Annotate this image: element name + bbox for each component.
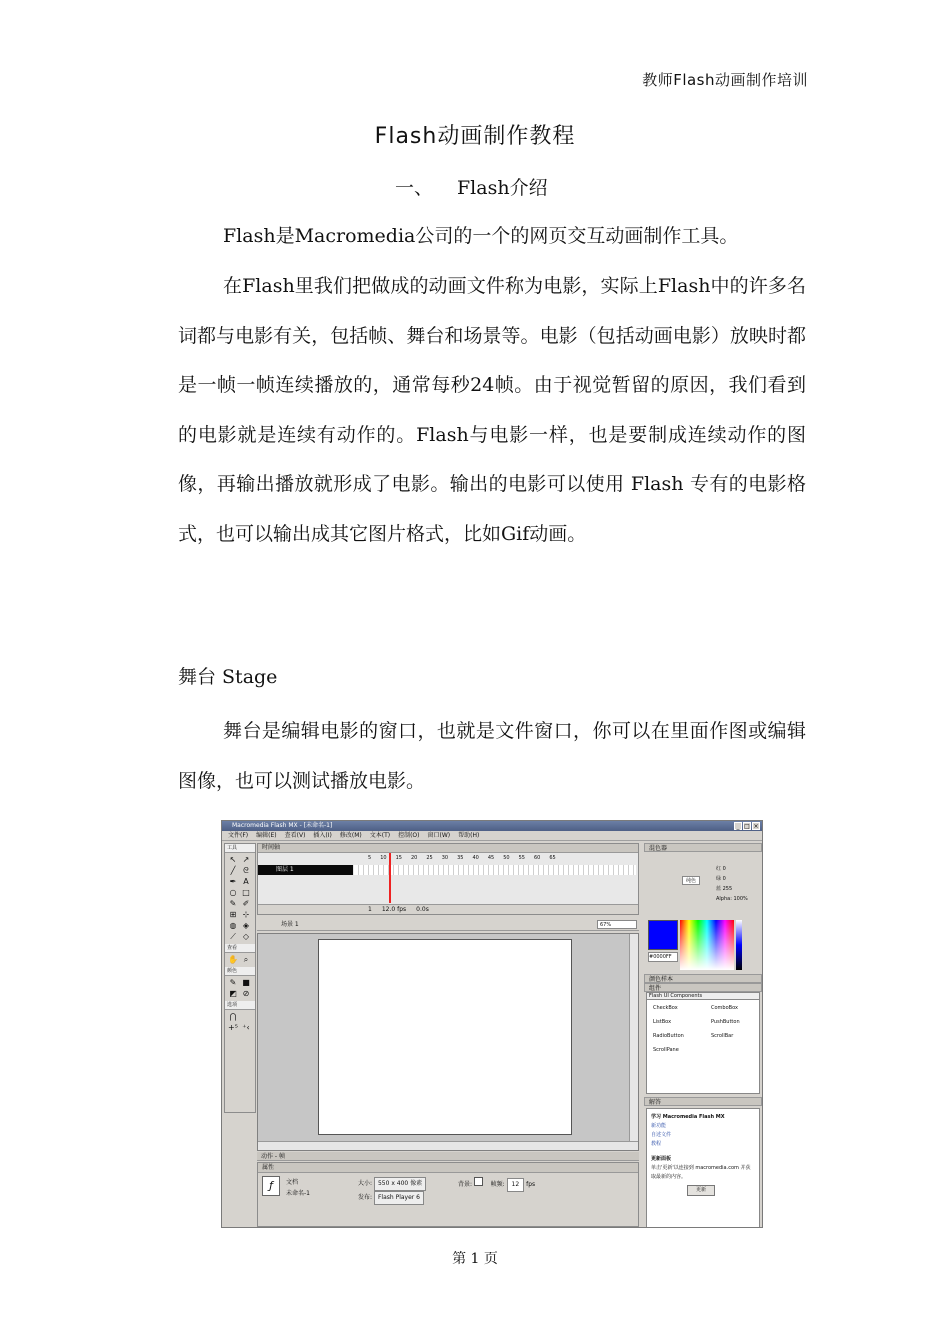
straighten-icon: ⁺‹ [242,1023,250,1032]
rgb-fields [716,864,748,904]
frame-ruler [354,853,638,863]
playhead [389,853,391,903]
window-title: Macromedia Flash MX - [未命名-1] [232,822,333,829]
component-item: ScrollPane [653,1047,679,1053]
elapsed-time: 0.0s [416,906,429,913]
running-header: 教师Flash动画制作培训 [642,71,808,89]
horizontal-scrollbar [258,1141,638,1150]
transform-tool-icon: ⊞ [229,910,237,919]
fps-field: 12 [507,1178,525,1192]
brightness-slider [736,920,742,970]
fill-type: 纯色 [682,876,700,885]
text-tool-icon: A [243,877,249,886]
ruler-tick: 5 [368,855,372,861]
stroke-color-icon: ✎ [229,978,237,987]
current-color-swatch [648,920,678,950]
scene-label: 场景 1 [281,921,299,928]
stage-area [257,933,639,1151]
component-item: RadioButton [653,1033,684,1039]
ruler-tick: 65 [549,855,556,861]
tools-label: 工具 [225,844,255,853]
fps-unit: fps [526,1181,536,1188]
publish-button: Flash Player 6 [374,1191,424,1205]
section-title: Flash介绍 [457,177,548,199]
publish-label: 发布: [358,1194,373,1201]
timeline-panel [257,843,639,915]
right-panels [644,843,762,1227]
fps-label: 帧频: [490,1181,505,1188]
size-button: 550 x 400 像素 [374,1177,426,1191]
component-item: ScrollBar [711,1033,734,1039]
eyedropper-icon: ⟋ [230,932,236,941]
ruler-tick: 50 [503,855,510,861]
answers-heading: 学习 Macromedia Flash MX [651,1114,725,1120]
answers-panel [646,1108,760,1228]
ruler-tick: 35 [457,855,464,861]
answers-label: 解答 [644,1097,762,1106]
swatches-label: 颜色样本 [644,974,762,983]
color-spectrum [680,920,734,970]
view-tools [225,953,255,967]
menu-bar [222,831,762,841]
pen-tool-icon: ✒ [229,877,237,886]
menu-control: 控制(O) [398,832,420,839]
option-tools [225,1010,255,1035]
hand-icon: ✋ [228,955,238,964]
ink-bottle-icon: ◍ [229,921,237,930]
fill-color-icon: ■ [242,978,250,987]
properties-label: 属性 [258,1163,638,1173]
color-tools [225,976,255,1001]
swap-colors-icon: ◩ [229,989,237,998]
subselect-tool-icon: ↗ [242,855,250,864]
stage-heading: 舞台 Stage [178,666,278,688]
blue-value: 255 [722,886,733,892]
update-button: 更新 [687,1185,715,1196]
doc-name: 未命名-1 [286,1190,310,1197]
page-footer: 第 1 页 [452,1251,498,1267]
background-swatch [474,1177,483,1186]
tool-grid [225,853,255,944]
size-label: 大小: [358,1180,373,1187]
bg-fps-fields [458,1177,535,1192]
menu-file: 文件(F) [228,832,249,839]
edit-bar [257,919,639,931]
menu-edit: 编辑(E) [256,832,277,839]
section-number: 一、 [395,177,434,199]
alpha-label: Alpha: [716,896,732,902]
zoom-icon: ⌕ [243,955,249,964]
paragraph-movie: 在Flash里我们把做成的动画文件称为电影，实际上Flash中的许多名词都与电影有关，包括帧、舞台和场景等。电影（包括动画电影）放映时都是一帧一帧连续播放的，通常每秒24帧。由于视觉暂留的原因，我们看到的电影就是连续有动作的。Flash与电影一样，也是要制成连续动作的图像，再输出播放就形成了电影。输出的电影可以使用 Flash 专有的电影格式，也可以输出成其它图片格式，比如Gif动画。 [178,275,806,545]
answers-link: 自述文件 [651,1132,672,1138]
timeline-status [258,904,638,914]
oval-tool-icon: ○ [229,888,237,897]
alpha-value: 100% [733,896,748,902]
answers-link: 新功能 [651,1123,667,1129]
menu-view: 查看(V) [284,832,306,839]
window-controls [734,822,760,830]
red-label: 红 [716,866,722,872]
eraser-icon: ◇ [242,932,250,941]
ruler-tick: 40 [472,855,479,861]
frame-rate: 12.0 fps [381,906,407,913]
pencil-tool-icon: ✎ [229,899,237,908]
ruler-tick: 30 [441,855,449,861]
green-label: 绿 [716,876,722,882]
size-publish-fields [358,1177,426,1205]
smooth-icon: +⁵ [228,1023,238,1032]
ruler-tick: 55 [518,855,525,861]
stage-canvas [318,939,572,1135]
tools-panel [224,843,256,1113]
component-list [653,1005,761,1053]
components-label: 组件 [644,983,762,992]
document-info [286,1177,310,1199]
no-color-icon: ⊘ [242,989,250,998]
lasso-tool-icon: ᘓ [243,866,249,875]
background-label: 背景: [458,1181,473,1188]
ruler-tick: 60 [533,855,541,861]
brush-tool-icon: ✐ [242,899,250,908]
vertical-scrollbar [629,934,638,1150]
component-set: Flash UI Components [647,993,759,1000]
ruler-tick: 15 [395,855,402,861]
component-item: CheckBox [653,1005,678,1011]
doc-type: 文档 [286,1179,299,1186]
view-label: 查看 [225,944,255,953]
menu-modify: 修改(M) [339,832,362,839]
update-title: 更新面板 [651,1156,672,1162]
flash-document-icon: ƒ [262,1176,280,1196]
ruler-tick: 20 [410,855,418,861]
window-titlebar [222,821,762,831]
minimize-icon: _ [734,822,742,830]
timeline-label: 时间轴 [258,844,638,853]
update-text: 单击'更新'以连接到 macromedia.com 并获取最新的内容。 [651,1165,751,1180]
close-icon: × [753,823,759,830]
paragraph-stage: 舞台是编辑电影的窗口，也就是文件窗口，你可以在里面作图或编辑图像，也可以测试播放电影。 [178,720,806,792]
component-item: PushButton [711,1019,740,1025]
ruler-tick: 10 [380,855,387,861]
components-panel [646,992,760,1094]
component-item: ListBox [653,1019,672,1025]
red-value: 0 [722,866,726,872]
current-frame: 1 [368,906,372,913]
component-item: ComboBox [711,1005,738,1011]
menu-window: 窗口(W) [427,832,451,839]
ruler-tick: 45 [487,855,495,861]
line-tool-icon: ╱ [230,866,236,875]
menu-help: 帮助(H) [458,832,480,839]
maximize-icon: □ [744,823,750,830]
actions-panel-bar: 动作 - 帧 [257,1152,639,1161]
menu-insert: 插入(I) [313,832,332,839]
options-label: 选项 [225,1001,255,1010]
frame-cells [354,865,636,875]
paint-bucket-icon: ◈ [242,921,250,930]
magnet-icon: ⋂ [229,1012,237,1021]
arrow-tool-icon: ↖ [229,855,237,864]
rect-tool-icon: □ [242,888,250,897]
document-title: Flash动画制作教程 [374,124,576,149]
green-value: 0 [722,876,726,882]
zoom-select: 67% [597,920,637,929]
colors-label: 颜色 [225,967,255,976]
hex-field: #0000FF [648,952,678,962]
paragraph-intro: Flash是Macromedia公司的一个的网页交互动画制作工具。 [223,225,739,247]
ruler-tick: 25 [426,855,433,861]
color-mixer [644,852,762,974]
section-heading [395,173,548,200]
mixer-label: 混色器 [644,843,762,852]
flash-mx-screenshot [221,820,763,1228]
layer-row: 图层 1 [258,865,353,875]
blue-label: 蓝 [716,886,722,892]
fill-transform-icon: ⊹ [242,910,250,919]
answers-link: 教程 [651,1141,662,1147]
properties-panel [257,1162,639,1227]
menu-text: 文本(T) [369,832,391,839]
